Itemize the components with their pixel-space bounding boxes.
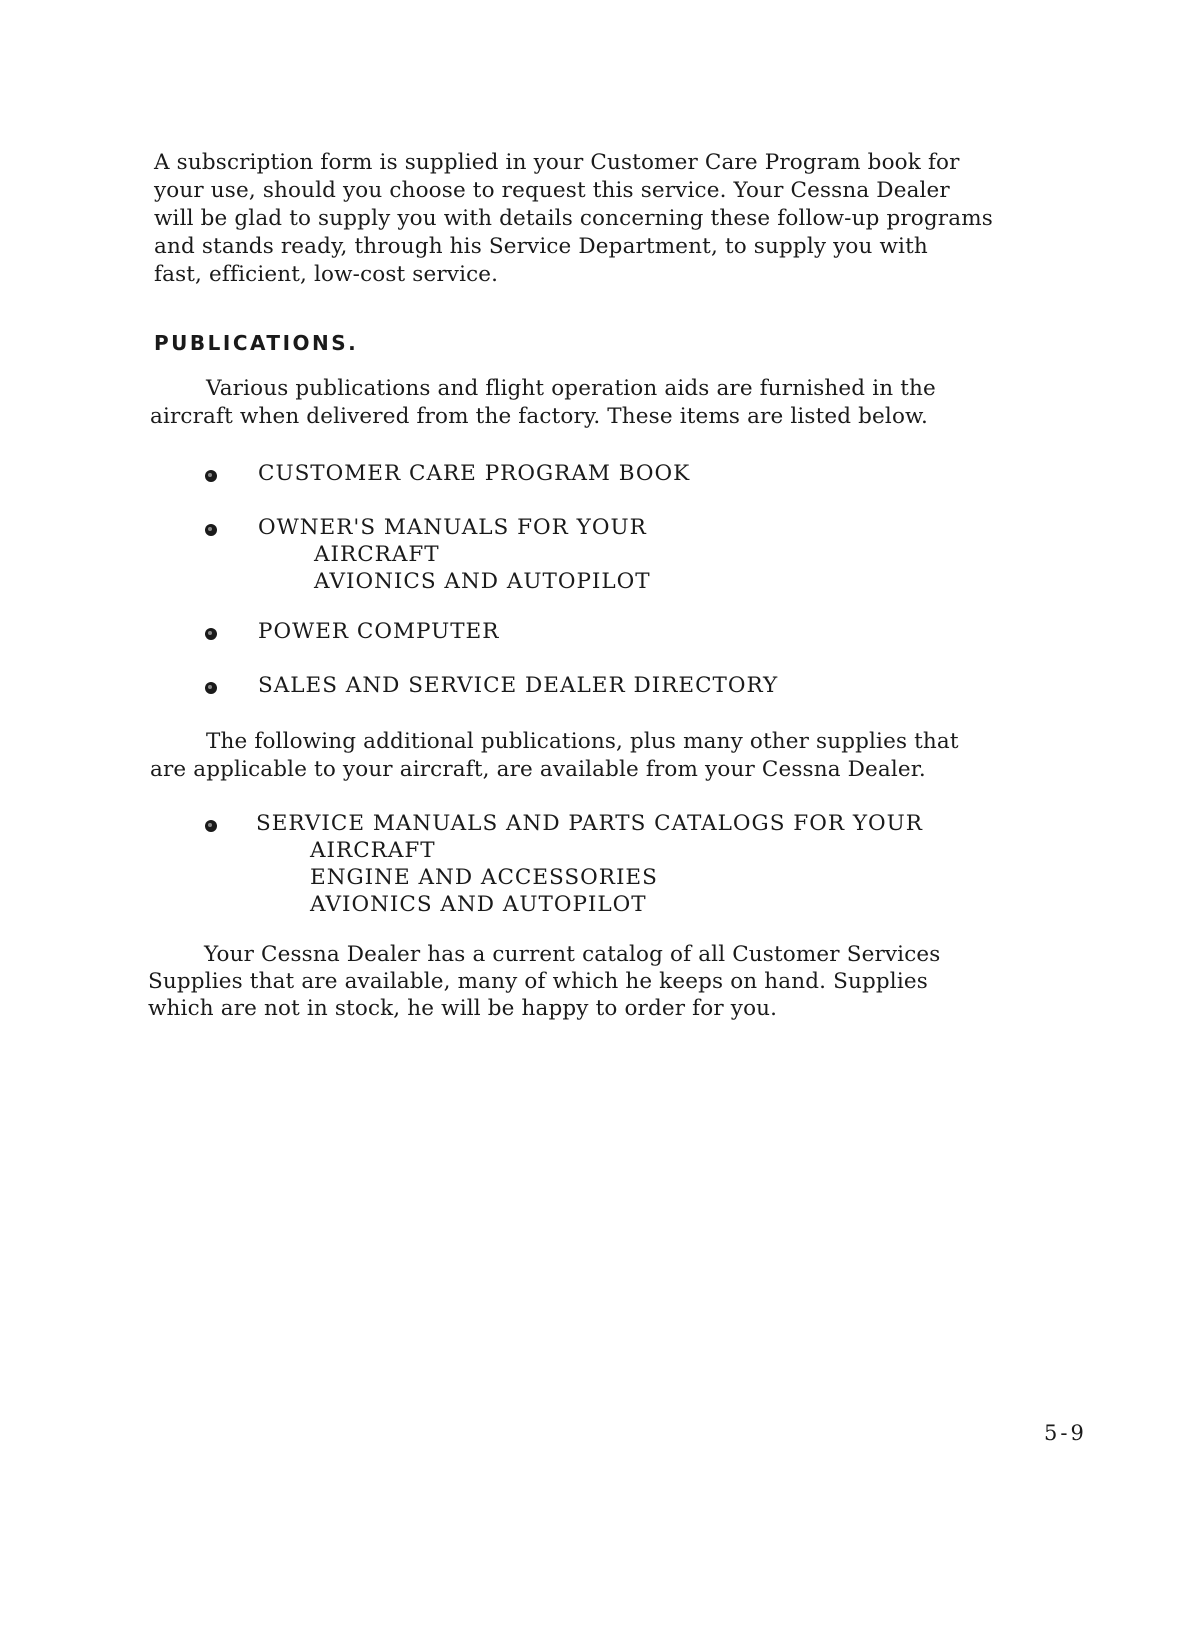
list-item-label: POWER COMPUTER xyxy=(258,619,500,644)
list-item-subitem: AVIONICS AND AUTOPILOT xyxy=(310,892,647,917)
section-heading: PUBLICATIONS. xyxy=(154,331,359,355)
paragraph-line: your use, should you choose to request this service. Your Cessna Dealer xyxy=(154,178,950,203)
paragraph-line: which are not in stock, he will be happy to order for you. xyxy=(148,996,778,1021)
paragraph-line: A subscription form is supplied in your Customer Care Program book for xyxy=(154,150,960,175)
list-item-subitem: ENGINE AND ACCESSORIES xyxy=(310,865,658,890)
paragraph-line: and stands ready, through his Service Department, to supply you with xyxy=(154,234,928,259)
list-item-label: CUSTOMER CARE PROGRAM BOOK xyxy=(258,461,691,486)
paragraph-line: Your Cessna Dealer has a current catalog of all Customer Services xyxy=(204,942,941,967)
paragraph-line: aircraft when delivered from the factory. These items are listed below. xyxy=(150,404,929,429)
page-number: 5-9 xyxy=(1044,1421,1087,1445)
paragraph-line: are applicable to your aircraft, are available from your Cessna Dealer. xyxy=(150,757,926,782)
paragraph-line: The following additional publications, plus many other supplies that xyxy=(206,729,959,754)
list-item-subitem: AVIONICS AND AUTOPILOT xyxy=(314,569,651,594)
list-item-subitem: AIRCRAFT xyxy=(310,838,436,863)
list-item-label: SALES AND SERVICE DEALER DIRECTORY xyxy=(258,673,779,698)
list-item-subitem: AIRCRAFT xyxy=(314,542,440,567)
bullet-icon xyxy=(205,470,217,482)
list-item-label: OWNER'S MANUALS FOR YOUR xyxy=(258,515,647,540)
bullet-icon xyxy=(205,682,217,694)
paragraph-line: Supplies that are available, many of which he keeps on hand. Supplies xyxy=(148,969,928,994)
list-item-label: SERVICE MANUALS AND PARTS CATALOGS FOR YOUR xyxy=(256,811,923,836)
paragraph-line: fast, efficient, low-cost service. xyxy=(154,262,499,287)
bullet-icon xyxy=(205,820,217,832)
paragraph-line: Various publications and flight operation aids are furnished in the xyxy=(206,376,936,401)
paragraph-line: will be glad to supply you with details concerning these follow-up programs xyxy=(154,206,993,231)
bullet-icon xyxy=(205,628,217,640)
bullet-icon xyxy=(205,524,217,536)
